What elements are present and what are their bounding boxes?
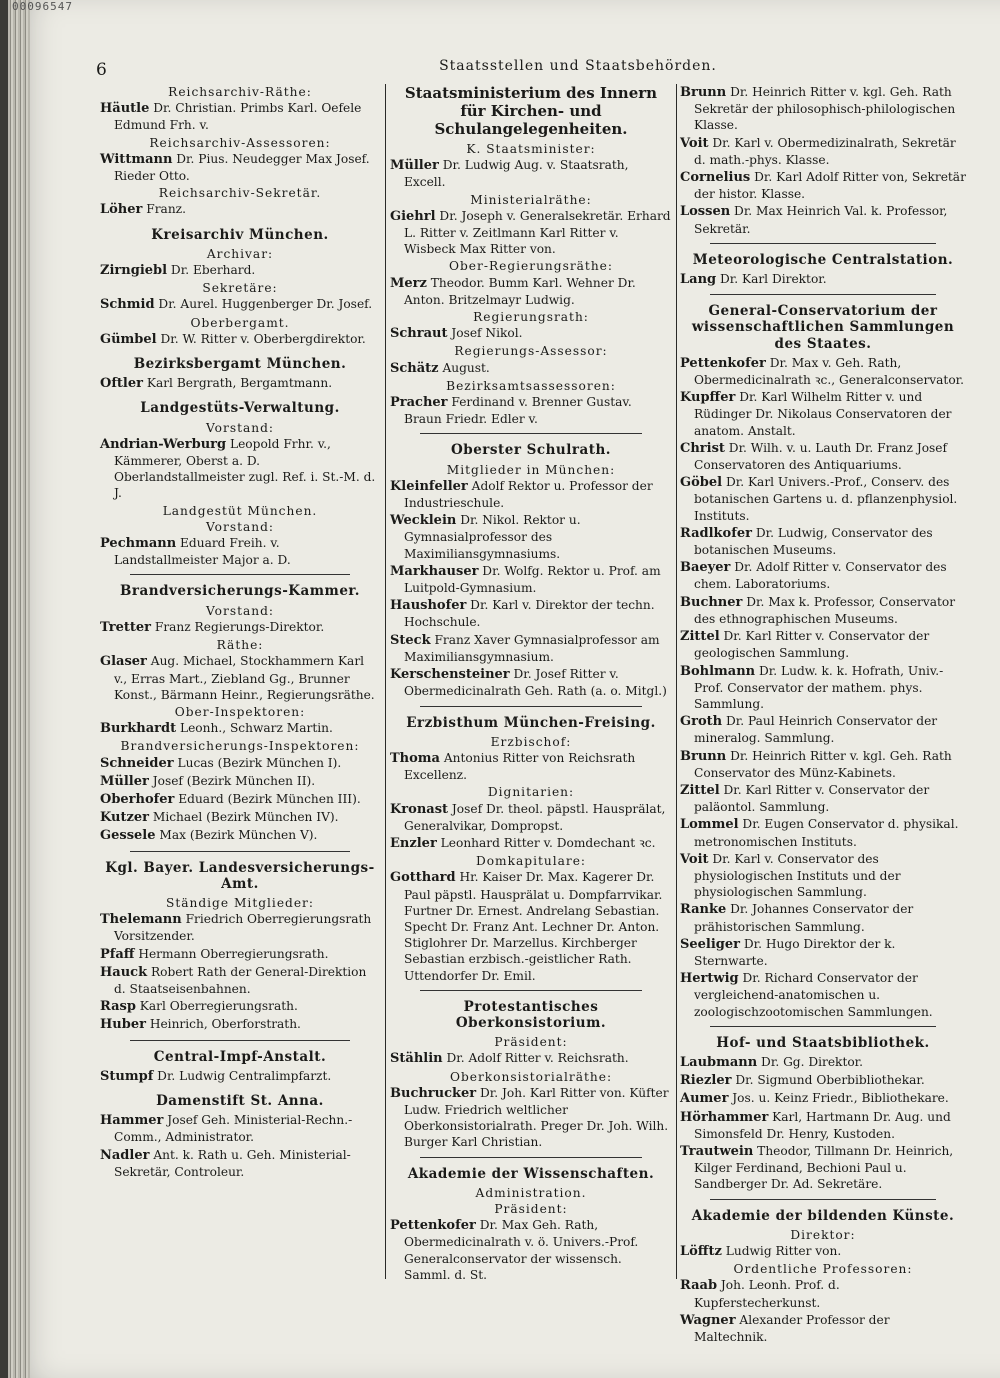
entry: Schneider Lucas (Bezirk München I). [100, 755, 342, 771]
entry: Laubmann Dr. Gg. Direktor. [680, 1054, 864, 1070]
scan-stamp: 00096547 [12, 0, 73, 13]
entry: Hertwig Dr. Richard Conservator der vergleichend-anatomischen u. zoologischzootomischen Sammlungen. [680, 971, 933, 1019]
entry: Zittel Dr. Karl Ritter v. Conservator der geologischen Sammlung. [680, 629, 930, 661]
entry-surname: Oftler [100, 376, 143, 392]
section-heading: Protestantisches Oberkonsistorium. [455, 998, 607, 1031]
entry: Kutzer Michael (Bezirk München IV). [100, 810, 339, 826]
subheading: Räthe: [216, 638, 264, 653]
entry: Aumer Jos. u. Keinz Friedr., Bibliothekare. [680, 1091, 949, 1107]
entry-surname: Giehrl [390, 208, 436, 224]
subheading: Reichsarchiv-Assessoren: [149, 135, 331, 150]
section-divider [420, 433, 642, 434]
entry: Steck Franz Xaver Gymnasialprofessor am Maximiliansgymnasium. [390, 632, 660, 664]
entry-surname: Markhauser [390, 563, 479, 579]
entry: Löher Franz. [100, 202, 186, 218]
entry-surname: Hammer [100, 1113, 164, 1129]
section-divider [130, 1040, 350, 1041]
subheading: Reichsarchiv-Sekretär. [158, 186, 322, 201]
section-divider [420, 706, 642, 707]
section-heading: Kgl. Bayer. Landesversicherungs-Amt. [105, 859, 375, 892]
entry: Kronast Josef Dr. theol. päpstl. Hausprälat, Generalvikar, Dompropst. [390, 801, 666, 833]
section-heading: Akademie der Wissenschaften. [407, 1165, 655, 1182]
entry-surname: Zittel [680, 629, 720, 645]
subheading: Erzbischof: [490, 734, 572, 749]
section-divider [710, 1026, 936, 1027]
entry-surname: Ranke [680, 902, 727, 918]
section-divider [710, 1199, 936, 1200]
entry: Thelemann Friedrich Oberregierungsrath Vorsitzender. [100, 912, 372, 944]
entry-surname: Lang [680, 272, 717, 288]
entry-surname: Häutle [100, 101, 150, 117]
entry-surname: Nadler [100, 1147, 150, 1163]
entry: Häutle Dr. Christian. Primbs Karl. Oefele Edmund Frh. v. [100, 101, 362, 133]
entry-surname: Hörhammer [680, 1109, 769, 1125]
entry-surname: Kronast [390, 801, 449, 817]
entry: Lossen Dr. Max Heinrich Val. k. Professor, Sekretär. [680, 204, 948, 236]
entry: Cornelius Dr. Karl Adolf Ritter von, Sekretär der histor. Klasse. [680, 170, 966, 202]
entry: Rasp Karl Oberregierungsrath. [100, 999, 298, 1015]
section-divider [420, 1157, 642, 1158]
subheading: Bezirksamtsassessoren: [446, 378, 616, 393]
entry: Christ Dr. Wilh. v. u. Lauth Dr. Franz Josef Conservatoren des Antiquariums. [680, 440, 948, 473]
entry-surname: Hauck [100, 964, 148, 980]
section-heading: Hof- und Staatsbibliothek. [716, 1034, 930, 1051]
subheading: Domkapitulare: [475, 854, 587, 869]
entry: Stählin Dr. Adolf Ritter v. Reichsrath. [390, 1051, 629, 1067]
section-heading: Akademie der bildenden Künste. [691, 1207, 955, 1224]
entry-surname: Pfaff [100, 946, 135, 962]
entry: Bohlmann Dr. Ludw. k. k. Hofrath, Univ.-Prof. Conservator der mathem. phys. Sammlung. [680, 663, 944, 711]
entry: Oftler Karl Bergrath, Bergamtmann. [100, 376, 333, 392]
entry: Müller Dr. Ludwig Aug. v. Staatsrath, Excell. [390, 158, 629, 190]
entry-surname: Riezler [680, 1073, 732, 1089]
entry-surname: Steck [390, 632, 431, 648]
entry: Gümbel Dr. W. Ritter v. Oberbergdirektor. [100, 331, 366, 347]
entry: Radlkofer Dr. Ludwig, Conservator des botanischen Museums. [680, 525, 933, 558]
subheading: Ober-Inspektoren: [174, 704, 306, 719]
entry-surname: Thoma [390, 750, 440, 766]
column-1 [100, 84, 380, 1181]
subheading: Archivar: [206, 246, 274, 261]
entry: Buchrucker Dr. Joh. Karl Ritter von. Küfter Ludw. Friedrich weltlicher Oberkonsistorialrath. Preger Dr. Joh. Wilh. Burger Karl Christian. [390, 1085, 669, 1150]
entry-surname: Lommel [680, 817, 739, 833]
entry-surname: Seeliger [680, 936, 741, 952]
entry: Lang Dr. Karl Direktor. [680, 272, 827, 288]
section-heading: General-Conservatorium der wissenschaftlichen Sammlungen des Staates. [691, 303, 955, 352]
subheading: Regierungsrath: [473, 310, 589, 325]
subheading: K. Staatsminister: [466, 142, 596, 156]
section-heading: Damenstift St. Anna. [156, 1092, 324, 1109]
entry: Hörhammer Karl, Hartmann Dr. Aug. und Simonsfeld Dr. Henry, Kustoden. [680, 1109, 951, 1141]
subheading: Direktor: [790, 1227, 856, 1242]
entry: Wittmann Dr. Pius. Neudegger Max Josef. Rieder Otto. [100, 151, 370, 184]
subheading: Ständige Mitglieder: [166, 895, 314, 910]
subheading: Sekretäre: [202, 281, 278, 296]
section-heading: Central-Impf-Anstalt. [153, 1048, 327, 1065]
section-heading: Bezirksbergamt München. [133, 356, 347, 373]
entry-surname: Thelemann [100, 912, 182, 928]
entry-surname: Baeyer [680, 560, 731, 576]
entry-surname: Raab [680, 1278, 718, 1294]
entry: Seeliger Dr. Hugo Direktor der k. Sternwarte. [680, 936, 896, 968]
section-heading: Kreisarchiv München. [151, 226, 329, 243]
entry-surname: Pettenkofer [680, 355, 766, 371]
entry-surname: Wagner [680, 1312, 736, 1328]
subheading: Präsident: [494, 1035, 568, 1050]
entry: Brunn Dr. Heinrich Ritter v. kgl. Geh. Rath Conservator des Münz-Kabinets. [680, 748, 952, 780]
column-rule [385, 84, 386, 1279]
entry: Ranke Dr. Johannes Conservator der prähistorischen Sammlung. [680, 902, 914, 934]
subheading: Dignitarien: [487, 785, 575, 800]
subheading: Oberkonsistorialräthe: [449, 1069, 613, 1084]
entry: Baeyer Dr. Adolf Ritter v. Conservator des chem. Laboratoriums. [680, 560, 947, 592]
entry-surname: Rasp [100, 999, 136, 1015]
entry-surname: Schmid [100, 297, 155, 313]
entry-surname: Löfftz [680, 1244, 722, 1259]
entry: Burkhardt Leonh., Schwarz Martin. [100, 721, 333, 737]
entry-surname: Kerschensteiner [390, 667, 510, 683]
entry: Müller Josef (Bezirk München II). [100, 773, 316, 789]
entry: Kupffer Dr. Karl Wilhelm Ritter v. und Rüdinger Dr. Nikolaus Conservatoren der anatom. Anstalt. [680, 390, 952, 438]
subheading: Brandversicherungs-Inspektoren: [120, 739, 360, 754]
entry-surname: Wecklein [390, 513, 457, 529]
entry: Hammer Josef Geh. Ministerial-Rechn.-Comm., Administrator. [100, 1113, 353, 1145]
entry: Pechmann Eduard Freih. v. Landstallmeister Major a. D. [100, 536, 291, 568]
subheading: Reichsarchiv-Räthe: [168, 85, 312, 99]
entry: Enzler Leonhard Ritter v. Domdechant ꝛc. [390, 835, 656, 851]
entry: Schraut Josef Nikol. [390, 326, 523, 342]
section-heading: Staatsministerium des Innern für Kirchen- und Schulangelegenheiten. [404, 84, 658, 138]
entry: Pracher Ferdinand v. Brenner Gustav. Braun Friedr. Edler v. [390, 395, 632, 427]
entry: Glaser Aug. Michael, Stockhammern Karl v., Erras Mart., Ziebland Gg., Brunner Konst., Bärmann Heinr., Regierungsräthe. [100, 654, 375, 702]
entry: Gotthard Hr. Kaiser Dr. Max. Kagerer Dr. Paul päpstl. Hausprälat u. Dompfarrvikar. Furtner Dr. Ernest. Andrelang Sebastian. Specht Dr. Franz Ant. Lechner Dr. Anton. Stiglohrer Dr. Marzellus. Kirchberger Sebastian erzbisch.-geistlicher Rath. Uttendorfer Dr. Emil. [390, 870, 663, 983]
entry: Voit Dr. Karl v. Obermedizinalrath, Sekretär d. math.-phys. Klasse. [680, 135, 956, 167]
section-heading: Brandversicherungs-Kammer. [119, 583, 361, 600]
entry: Gessele Max (Bezirk München V). [100, 828, 318, 844]
book-edge [8, 0, 30, 1378]
entry: Kerschensteiner Dr. Josef Ritter v. Obermedicinalrath Geh. Rath (a. o. Mitgl.) [390, 667, 667, 699]
entry-surname: Stählin [390, 1051, 443, 1067]
entry: Nadler Ant. k. Rath u. Geh. Ministerial-Sekretär, Controleur. [100, 1147, 351, 1179]
entry-surname: Huber [100, 1017, 146, 1033]
subheading: Ober-Regierungsräthe: [449, 259, 613, 274]
section-heading: Landgestüts-Verwaltung. [140, 400, 340, 417]
section-divider [130, 574, 350, 575]
entry-surname: Lossen [680, 204, 731, 220]
subheading: Vorstand: [205, 603, 275, 618]
entry: Merz Theodor. Bumm Karl. Wehner Dr. Anton. Britzelmayr Ludwig. [390, 275, 636, 307]
entry: Göbel Dr. Karl Univers.-Prof., Conserv. des botanischen Gartens u. d. pflanzenphysiol. Instituts. [680, 475, 958, 523]
subheading: Landgestüt München. [162, 503, 318, 518]
entry: Trautwein Theodor, Tillmann Dr. Heinrich, Kilger Ferdinand, Bechioni Paul u. Sandberger Dr. Ad. Sekretäre. [680, 1143, 954, 1192]
entry-surname: Zirngiebl [100, 263, 168, 279]
entry-surname: Brunn [680, 748, 727, 764]
column-2 [390, 84, 672, 1284]
entry-surname: Glaser [100, 654, 147, 670]
entry-surname: Enzler [390, 835, 437, 851]
subheading: Mitglieder in München: [446, 462, 616, 477]
entry: Huber Heinrich, Oberforstrath. [100, 1017, 301, 1033]
running-head: Staatsstellen und Staatsbehörden. [439, 58, 717, 74]
entry: Zirngiebl Dr. Eberhard. [100, 263, 256, 279]
entry: Oberhofer Eduard (Bezirk München III). [100, 791, 361, 807]
entry-surname: Hertwig [680, 971, 739, 987]
entry-surname: Buchrucker [390, 1085, 477, 1101]
entry-surname: Voit [680, 135, 709, 151]
entry-surname: Haushofer [390, 598, 467, 614]
entry: Zittel Dr. Karl Ritter v. Conservator der paläontol. Sammlung. [680, 782, 930, 815]
entry-surname: Kleinfeller [390, 478, 468, 494]
section-heading: Erzbisthum München-Freising. [406, 714, 656, 731]
page-number: 6 [96, 60, 107, 80]
subheading: Administration. [475, 1185, 587, 1200]
section-divider [710, 243, 936, 244]
entry: Lommel Dr. Eugen Conservator d. physikal. metronomischen Instituts. [680, 817, 959, 849]
entry-surname: Löher [100, 202, 143, 218]
section-divider [130, 851, 350, 852]
entry: Hauck Robert Rath der General-Direktion d. Staatseisenbahnen. [100, 964, 367, 996]
entry-surname: Christ [680, 440, 725, 456]
entry: Raab Joh. Leonh. Prof. d. Kupferstecherkunst. [680, 1278, 840, 1310]
entry-surname: Kupffer [680, 390, 736, 406]
entry-surname: Zittel [680, 782, 720, 798]
entry-surname: Gotthard [390, 870, 456, 886]
entry: Wecklein Dr. Nikol. Rektor u. Gymnasialprofessor des Maximiliansgymnasiums. [390, 513, 581, 561]
page-scan [8, 0, 1000, 1378]
section-divider [710, 294, 936, 295]
section-divider [420, 990, 642, 991]
entry-surname: Radlkofer [680, 525, 752, 541]
entry: Löfftz Ludwig Ritter von. [680, 1244, 842, 1259]
entry: Stumpf Dr. Ludwig Centralimpfarzt. [100, 1068, 332, 1084]
entry-surname: Brunn [680, 85, 727, 100]
subheading: Ministerialräthe: [470, 192, 592, 207]
entry: Pfaff Hermann Oberregierungsrath. [100, 946, 329, 962]
entry: Thoma Antonius Ritter von Reichsrath Excellenz. [390, 750, 636, 783]
subheading: Ordentliche Professoren: [733, 1262, 913, 1277]
entry-surname: Müller [100, 773, 149, 789]
entry: Groth Dr. Paul Heinrich Conservator der mineralog. Sammlung. [680, 714, 938, 746]
entry-surname: Aumer [680, 1091, 729, 1107]
entry-surname: Gessele [100, 828, 156, 844]
entry-surname: Wittmann [100, 151, 173, 167]
entry-surname: Merz [390, 275, 427, 291]
entry-surname: Andrian-Werburg [100, 436, 227, 452]
entry: Giehrl Dr. Joseph v. Generalsekretär. Erhard L. Ritter v. Zeitlmann Karl Ritter v. Wisbeck Max Ritter von. [390, 208, 671, 257]
entry: Schmid Dr. Aurel. Huggenberger Dr. Josef. [100, 297, 373, 313]
entry-surname: Voit [680, 851, 709, 867]
entry: Pettenkofer Dr. Max Geh. Rath, Obermedicinalrath v. ö. Univers.-Prof. Generalconservator der wissensch. Samml. d. St. [390, 1218, 639, 1282]
column-3 [680, 84, 966, 1346]
section-heading: Oberster Schulrath. [451, 442, 611, 459]
entry-surname: Tretter [100, 619, 151, 635]
entry: Tretter Franz Regierungs-Direktor. [100, 619, 325, 635]
entry: Pettenkofer Dr. Max v. Geh. Rath, Obermedicinalrath ꝛc., Generalconservator. [680, 355, 965, 388]
entry-surname: Laubmann [680, 1054, 758, 1070]
entry-surname: Pracher [390, 395, 448, 411]
entry: Riezler Dr. Sigmund Oberbibliothekar. [680, 1073, 925, 1089]
entry: Kleinfeller Adolf Rektor u. Professor der Industrieschule. [390, 478, 653, 511]
entry-surname: Müller [390, 158, 439, 174]
entry-surname: Schraut [390, 326, 448, 342]
entry: Wagner Alexander Professor der Maltechnik. [680, 1312, 890, 1345]
entry-surname: Buchner [680, 594, 743, 610]
subheading: Regierungs-Assessor: [454, 344, 608, 359]
entry-surname: Pechmann [100, 536, 177, 552]
entry-surname: Pettenkofer [390, 1218, 476, 1234]
entry: Markhauser Dr. Wolfg. Rektor u. Prof. am Luitpold-Gymnasium. [390, 563, 661, 596]
entry: Schätz August. [390, 360, 490, 376]
entry: Brunn Dr. Heinrich Ritter v. kgl. Geh. Rath Sekretär der philosophisch-philologischen Klasse. [680, 85, 956, 133]
entry: Voit Dr. Karl v. Conservator des physiologischen Instituts und der physiologischen Sammlung. [680, 851, 901, 900]
entry-surname: Cornelius [680, 170, 751, 186]
subheading: Vorstand: [205, 420, 275, 435]
entry-surname: Schätz [390, 360, 439, 376]
subheading: Präsident: [494, 1201, 568, 1216]
section-heading: Meteorologische Centralstation. [692, 251, 954, 268]
entry-surname: Göbel [680, 475, 723, 491]
subheading: Vorstand: [205, 519, 275, 534]
entry-surname: Stumpf [100, 1068, 154, 1084]
entry-surname: Trautwein [680, 1143, 754, 1159]
entry-surname: Kutzer [100, 810, 149, 826]
entry-surname: Bohlmann [680, 663, 756, 679]
entry-surname: Gümbel [100, 331, 157, 347]
entry-surname: Oberhofer [100, 791, 175, 807]
entry: Andrian-Werburg Leopold Frhr. v., Kämmerer, Oberst a. D. Oberlandstallmeister zugl. Ref. i. St.-M. d. J. [100, 436, 376, 501]
entry-surname: Burkhardt [100, 721, 177, 737]
column-rule [676, 84, 677, 1279]
entry: Haushofer Dr. Karl v. Direktor der techn. Hochschule. [390, 598, 655, 630]
entry-surname: Groth [680, 714, 723, 730]
subheading: Oberbergamt. [190, 315, 290, 330]
entry: Buchner Dr. Max k. Professor, Conservator des ethnographischen Museums. [680, 594, 956, 626]
entry-surname: Schneider [100, 755, 174, 771]
